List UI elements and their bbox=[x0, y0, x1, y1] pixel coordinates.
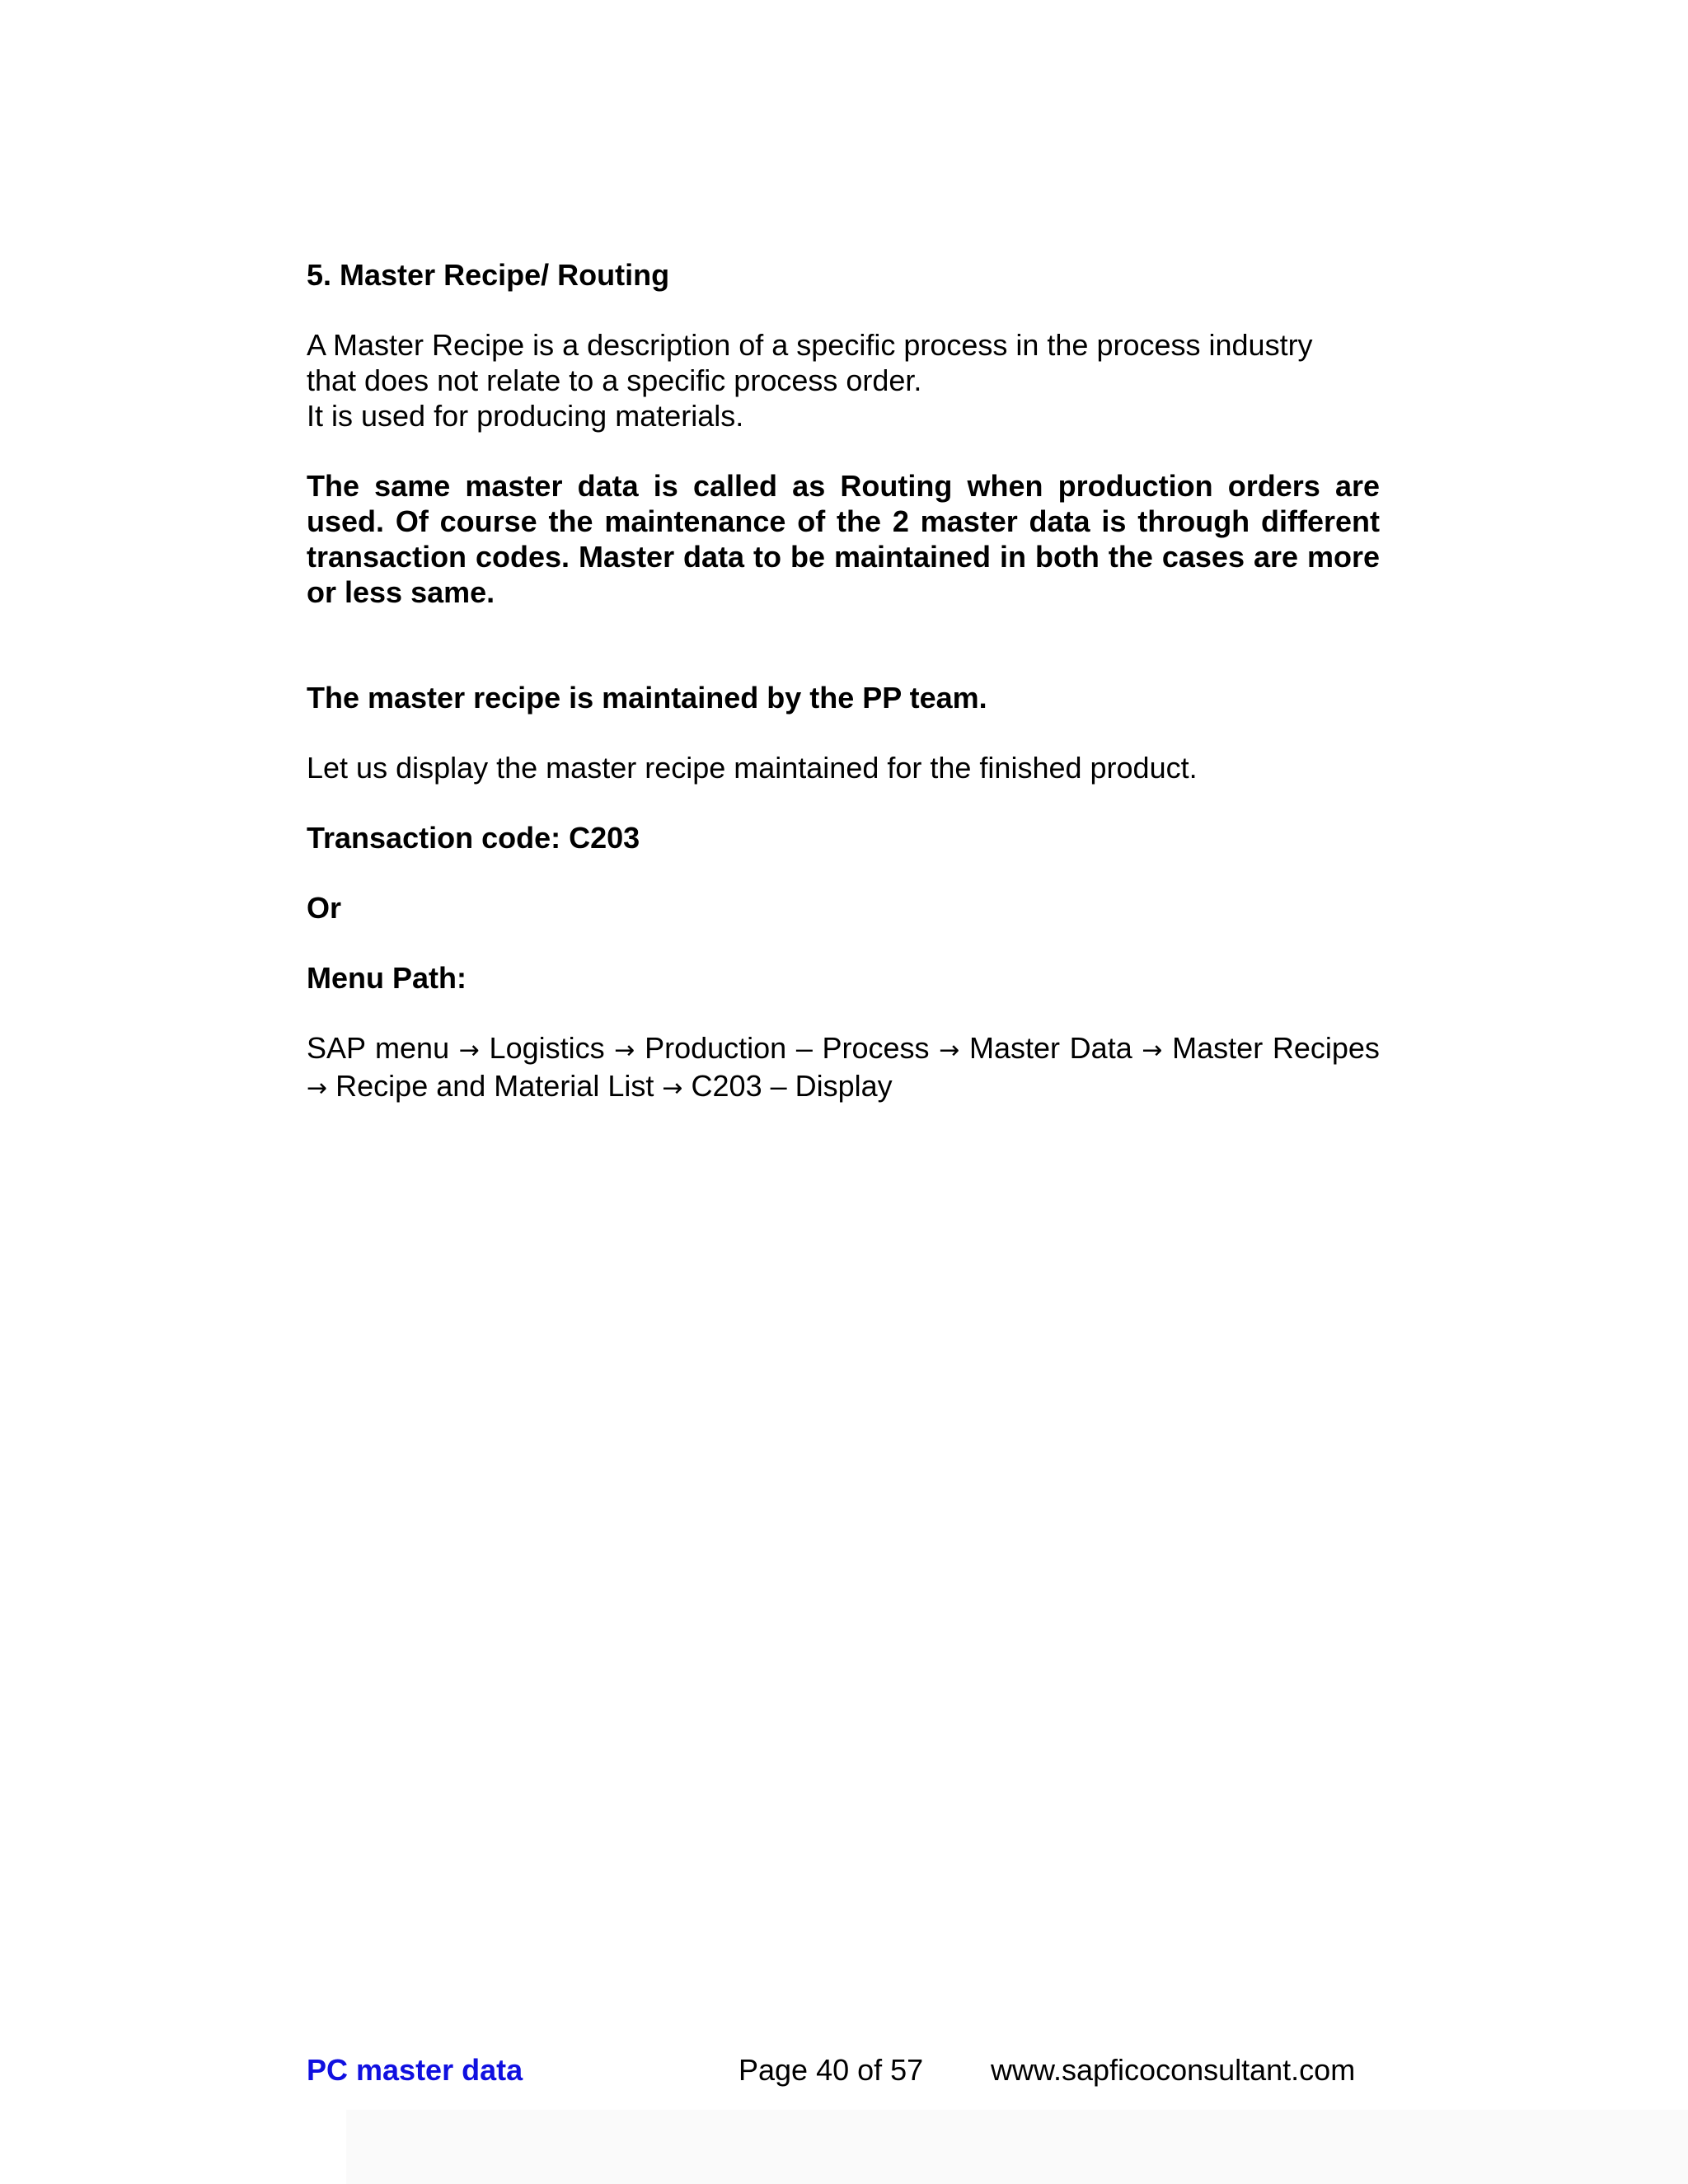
or-text: Or bbox=[307, 891, 342, 925]
maintained-by-text: The master recipe is maintained by the PP team. bbox=[307, 681, 987, 715]
menu-path-item: Master Data bbox=[969, 1031, 1132, 1065]
right-arrow-icon: → bbox=[614, 1036, 635, 1065]
menu-path-item: SAP menu bbox=[307, 1031, 450, 1065]
section-heading: 5. Master Recipe/ Routing bbox=[307, 258, 670, 292]
menu-path-item: Master Recipes bbox=[1172, 1031, 1380, 1065]
menu-path-item: C203 – Display bbox=[691, 1069, 893, 1103]
intro-line: It is used for producing materials. bbox=[307, 399, 744, 433]
menu-path-item: Logistics bbox=[489, 1031, 605, 1065]
intro-line: A Master Recipe is a description of a specific process in the process industry bbox=[307, 328, 1313, 362]
routing-paragraph: The same master data is called as Routing when production orders are used. Of course the maintenance of the 2 master data is through different transaction codes. Master data to be maintained in both the cases are more or less same. bbox=[307, 469, 1380, 609]
page-number: Page 40 of 57 bbox=[738, 2053, 924, 2087]
display-instruction: Let us display the master recipe maintained for the finished product. bbox=[307, 751, 1198, 785]
right-arrow-icon: → bbox=[662, 1074, 683, 1103]
footer-website: www.sapficoconsultant.com bbox=[991, 2053, 1356, 2087]
menu-path-item: Production – Process bbox=[645, 1031, 930, 1065]
footer-title: PC master data bbox=[307, 2053, 523, 2087]
menu-path-label: Menu Path: bbox=[307, 961, 467, 995]
right-arrow-icon: → bbox=[307, 1074, 328, 1103]
right-arrow-icon: → bbox=[939, 1036, 960, 1065]
page-content bbox=[307, 247, 1380, 1106]
intro-paragraph bbox=[307, 327, 1380, 434]
right-arrow-icon: → bbox=[1142, 1036, 1163, 1065]
transaction-code: Transaction code: C203 bbox=[307, 821, 640, 855]
menu-path-item: Recipe and Material List bbox=[335, 1069, 654, 1103]
intro-line: that does not relate to a specific process order. bbox=[307, 363, 922, 397]
footer-shade bbox=[346, 2110, 1688, 2184]
menu-path bbox=[307, 1030, 1380, 1106]
right-arrow-icon: → bbox=[458, 1036, 480, 1065]
